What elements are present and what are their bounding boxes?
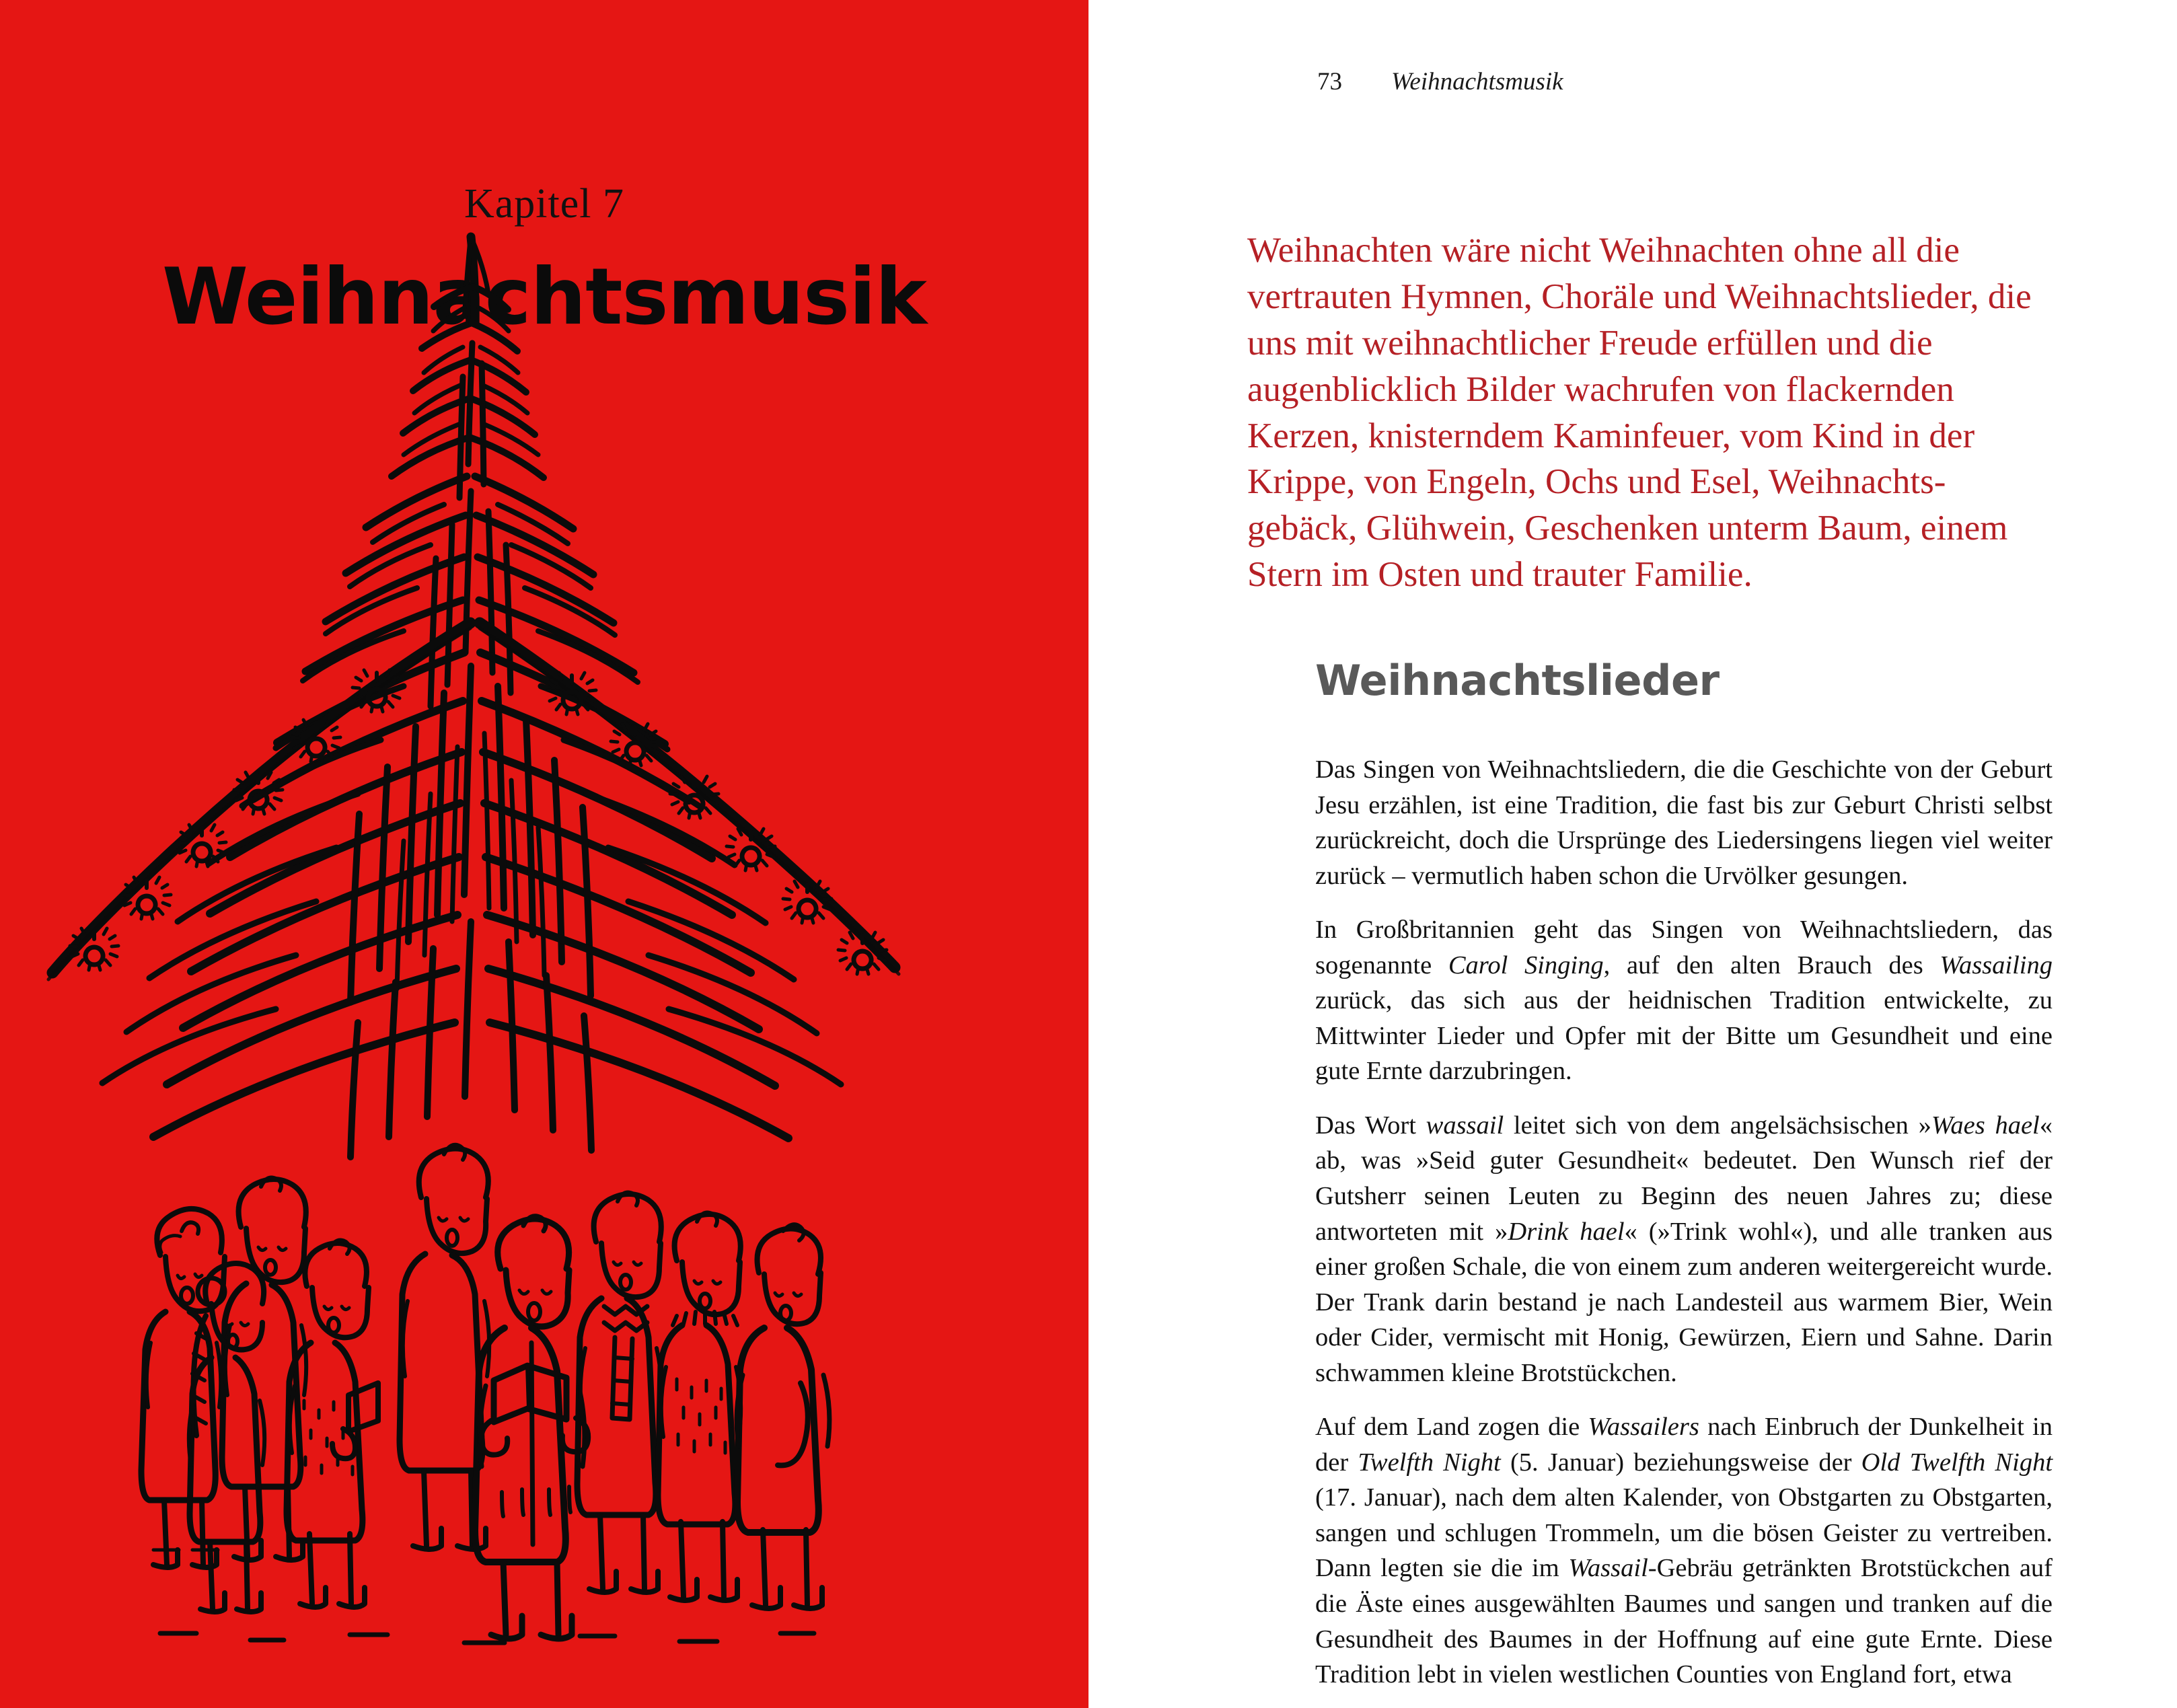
chapter-title: Weihnachtsmusik: [162, 252, 926, 342]
chapter-intro-paragraph: Weihnachten wäre nicht Weihnachten ohne all die vertrauten Hymnen, Choräle und Weihnachtslieder, die uns mit weihnachtlicher Freude erfüllen und die augenblicklich Bilder wachrufen von flackernden Kerzen, knisterndem Kaminfeuer, vom Kind in der Krippe, von Engeln, Ochs und Esel, Weihnachtsgebäck, Glühwein, Geschenken unterm Baum, einem Stern im Osten und trauter Familie.: [1247, 231, 2032, 595]
tree-crown: [392, 237, 544, 498]
text-run: (5. Januar) beziehungsweise der: [1500, 1448, 1861, 1477]
text-run: leitet sich von dem angelsächsischen »: [1504, 1111, 1931, 1140]
italic-term: Wassailing: [1940, 951, 2053, 979]
text-run: In Großbritannien geht das Singen von Weihnachtsliedern, das sogenannte: [1315, 916, 2053, 979]
text-run: (17. Januar), nach dem alten Kalender, von Obstgarten zu Obstgarten, sangen und schlugen Trommeln, um die bösen Geister zu vertreiben. Dann legten sie die im: [1315, 1483, 2053, 1583]
text-run: « (»Trink wohl«), und alle tranken aus einer großen Schale, die von einem zum anderen weitergereicht wurde. Der Trank darin bestand je nach Landesteil aus warmem Bier, Wein oder Cider, vermischt mit Honig, Gewürzen, Eiern und Sahne. Darin schwammen kleine Brotstückchen.: [1315, 1217, 2053, 1387]
italic-term: Carol Singing: [1448, 951, 1604, 979]
italic-term: Drink hael: [1508, 1217, 1625, 1246]
text-run: « ab, was »Seid guter Gesundheit« bedeutet. Den Wunsch rief der Gutsherr seinen Leuten zu Beginn des neuen Jahres zu; diese antworteten mit »: [1315, 1111, 2053, 1246]
text-run: , auf den alten Brauch des: [1603, 951, 1940, 979]
text-run: -Gebräu getränkten Brotstückchen auf die Äste eines ausgewählten Baumes und sangen und tranken auf die Gesundheit des Baumes in der Hoffnung auf eine gute Ernte. Diese Tradition lebt in vielen westlichen Counties von England fort, etwa: [1315, 1554, 2053, 1689]
text-run: Auf dem Land zogen die: [1315, 1413, 1588, 1442]
italic-term: wassail: [1426, 1111, 1504, 1140]
section-heading: Weihnachtslieder: [1315, 656, 1720, 705]
caroler-figure: [577, 1193, 661, 1593]
italic-term: Waes hael: [1931, 1111, 2040, 1140]
caroler-figure: [141, 1209, 225, 1567]
body-paragraph: [1315, 752, 2053, 893]
italic-term: Wassail: [1568, 1554, 1648, 1583]
garland-bulbs-right: [548, 673, 887, 974]
body-text-page: [1088, 0, 2177, 1708]
text-run: Das Wort: [1315, 1111, 1426, 1140]
tree-illustration-svg: [0, 222, 1088, 1708]
italic-term: Wassailers: [1588, 1413, 1699, 1442]
caroler-figure: [737, 1224, 829, 1608]
body-paragraph: [1315, 1108, 2053, 1390]
chapter-number-kicker: Kapitel 7: [464, 181, 624, 227]
body-paragraph: [1315, 1409, 2053, 1692]
text-run: zurück, das sich aus der heidnischen Tradition entwickelte, zu Mittwinter Lieder und Opfer mit der Bitte um Gesundheit und eine gute Ernte darzubringen.: [1315, 986, 2053, 1086]
body-paragraph: [1315, 912, 2053, 1089]
caroler-figure: [475, 1216, 588, 1639]
italic-term: Twelfth Night: [1358, 1448, 1501, 1477]
text-run: nach Einbruch der Dunkelheit in der: [1315, 1413, 2053, 1477]
carolers-group: [141, 1145, 829, 1643]
christmas-tree-with-carolers-illustration: [0, 222, 1088, 1708]
running-head: [1088, 67, 2177, 101]
text-run: Das Singen von Weihnachtsliedern, die die Geschichte von der Geburt Jesu erzählen, ist eine Tradition, die fast bis zur Geburt Christi selbst zurückreicht, doch die Ursprünge des Liedersingens liegen viel weiter zurück – vermutlich haben schon die Urvölker gesungen.: [1315, 755, 2053, 890]
italic-term: Old Twelfth Night: [1861, 1448, 2053, 1477]
caroler-figure: [658, 1213, 741, 1601]
tree-skirt-branches: [102, 915, 841, 1157]
running-head-title: Weihnachtsmusik: [1391, 68, 1563, 96]
page-number: 73: [1317, 68, 1342, 96]
chapter-opener-page: [0, 0, 1088, 1708]
body-text-column: [1315, 752, 2053, 1693]
